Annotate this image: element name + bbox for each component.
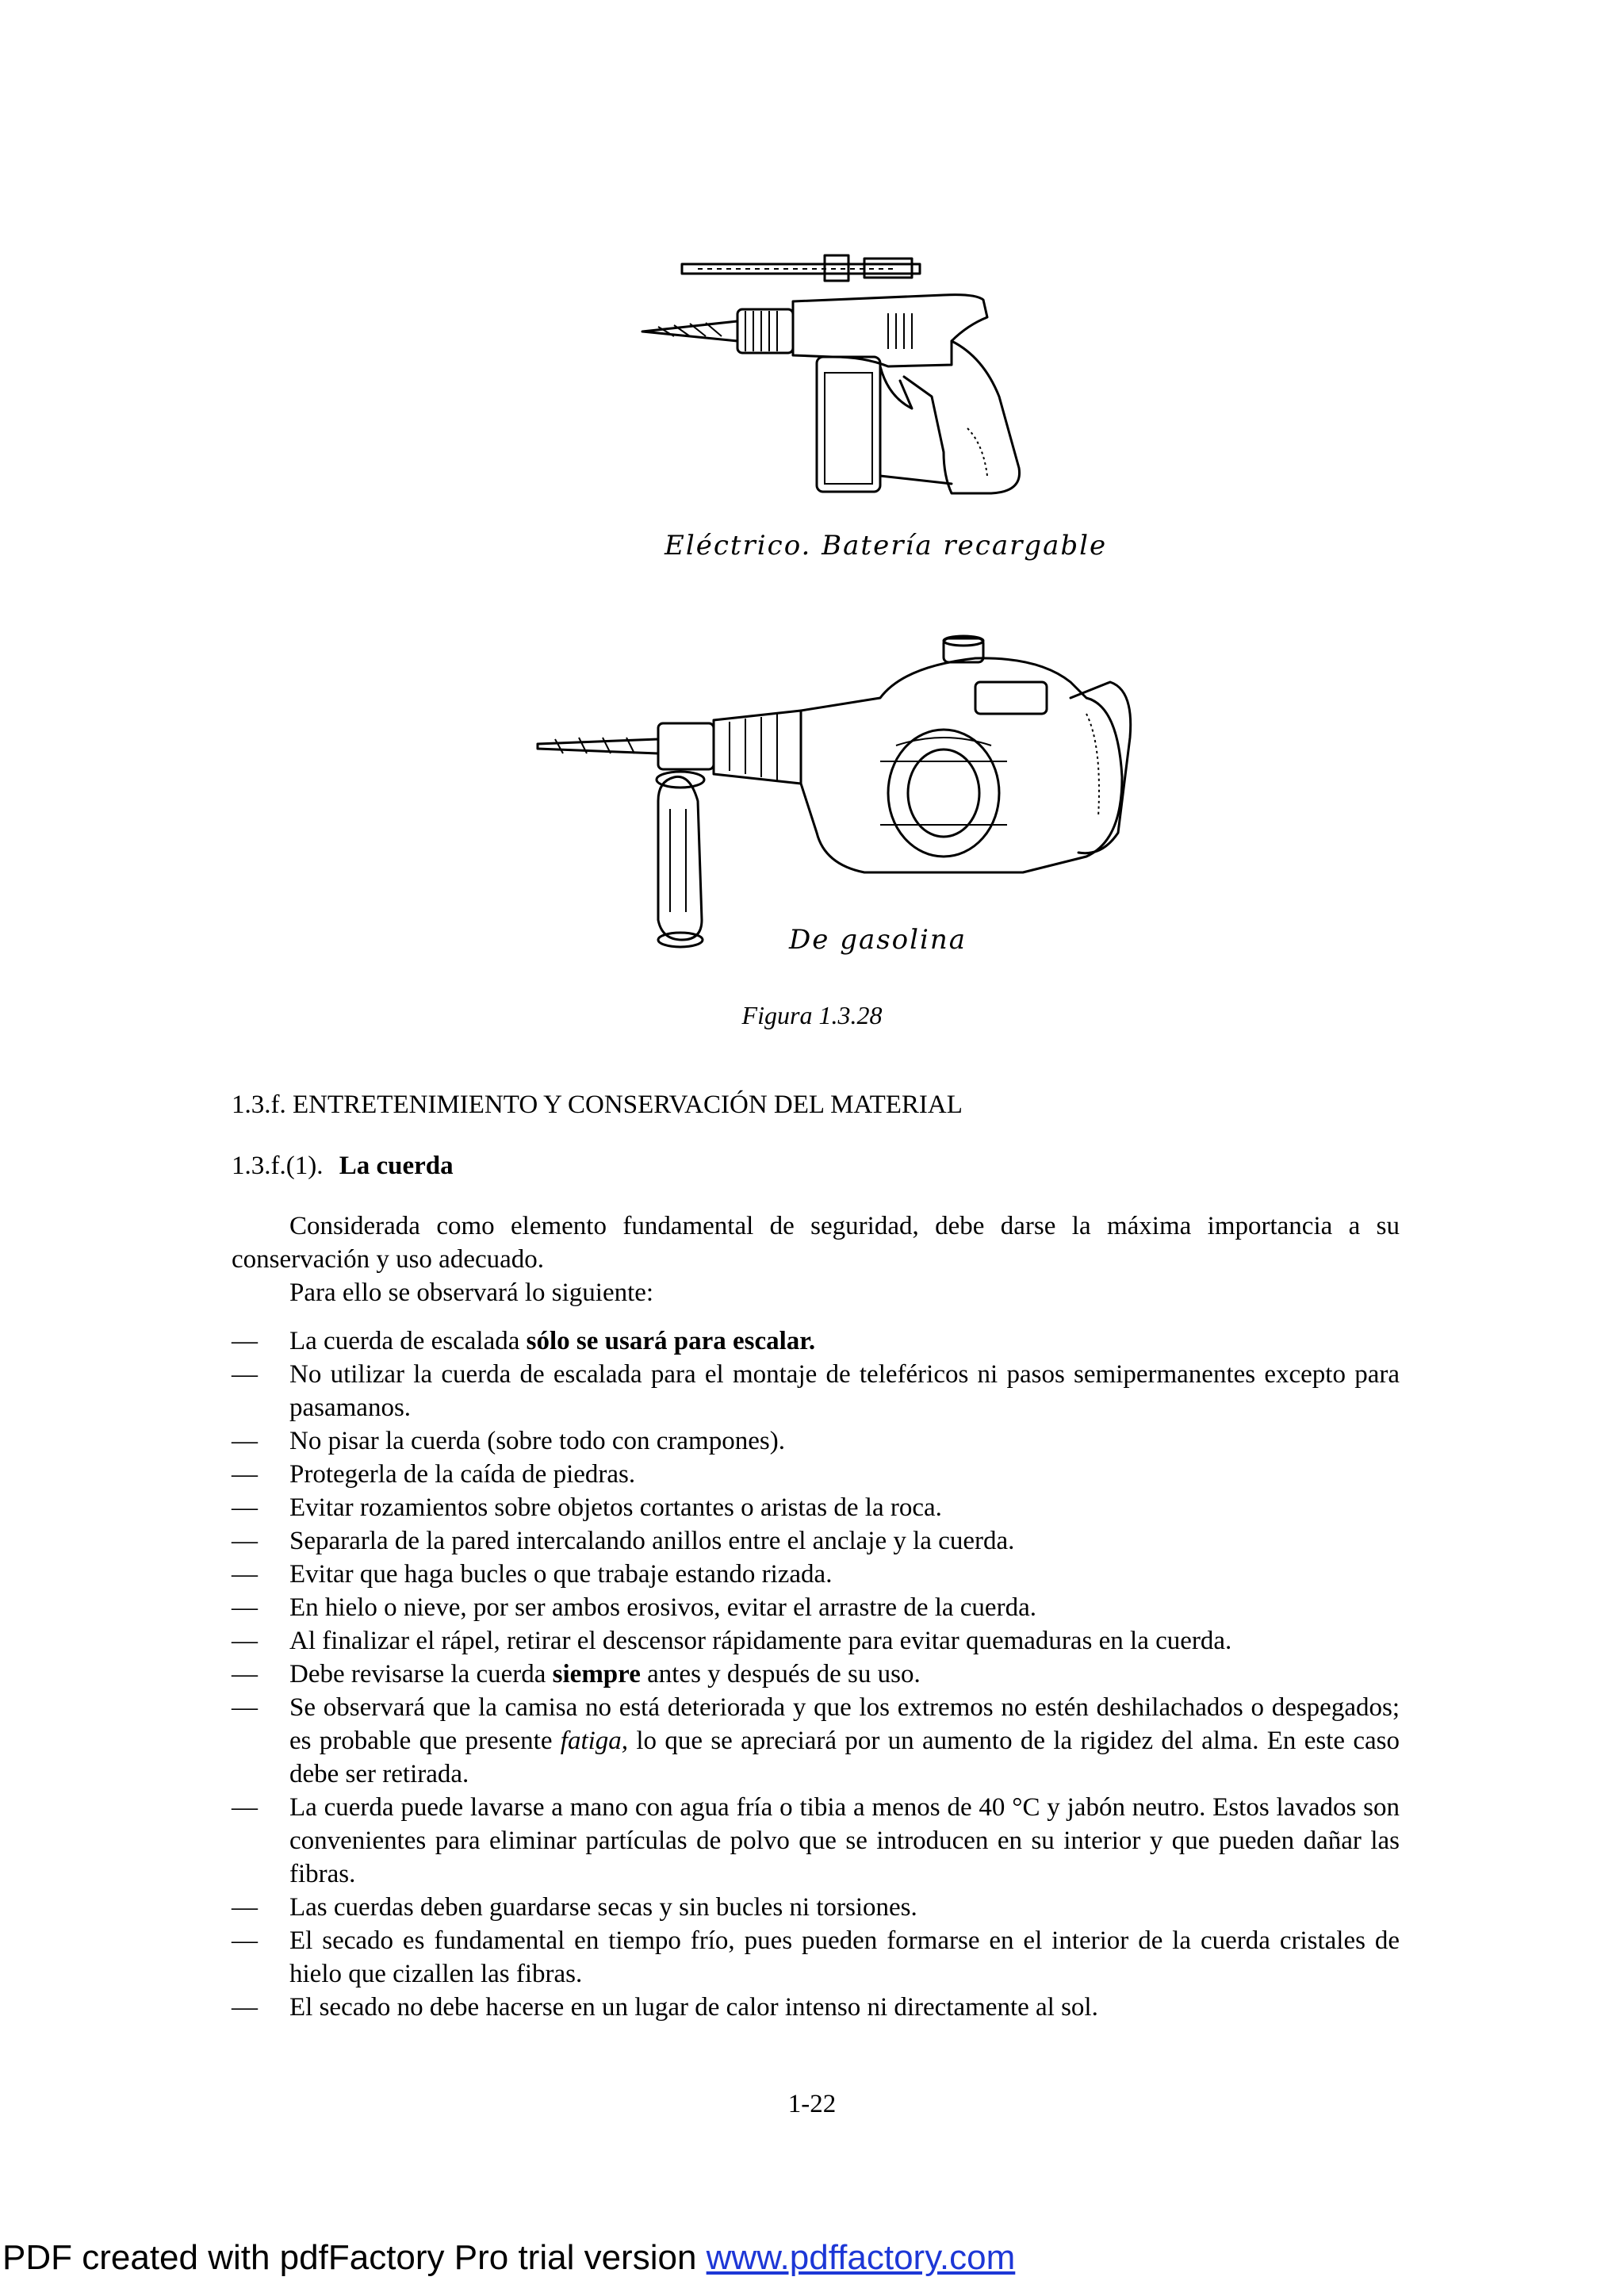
petrol-drill-caption: De gasolina xyxy=(789,924,967,956)
list-item: — Debe revisarse la cuerda siempre antes y después de su uso. xyxy=(232,1660,921,1688)
footer-link[interactable]: www.pdffactory.com xyxy=(706,2238,1016,2277)
list-item: — Las cuerdas deben guardarse secas y sin bucles ni torsiones. xyxy=(232,1893,917,1922)
pdf-footer xyxy=(2,2238,1015,2278)
lead-paragraph: Para ello se observará lo siguiente: xyxy=(289,1278,654,1307)
care-instructions-list xyxy=(232,1324,1400,2024)
list-item: — Protegerla de la caída de piedras. xyxy=(232,1460,636,1489)
list-item: — En hielo o nieve, por ser ambos erosivos, evitar el arrastre de la cuerda. xyxy=(232,1593,1036,1622)
subsection-heading xyxy=(232,1152,454,1181)
list-item: — Separarla de la pared intercalando anillos entre el anclaje y la cuerda. xyxy=(232,1527,1015,1555)
petrol-drill-illustration xyxy=(531,634,1134,968)
list-item: — La cuerda de escalada sólo se usará para escalar. xyxy=(232,1327,816,1355)
footer-text: PDF created with pdfFactory Pro trial version xyxy=(2,2238,707,2277)
subsection-title: La cuerda xyxy=(339,1152,454,1180)
battery-drill-illustration xyxy=(626,238,1039,508)
list-item: — El secado es fundamental en tiempo frío, pues pueden formarse en el interior de la cuerda cristales de hielo que cizallen las fibras. xyxy=(232,1926,1400,1988)
list-item: — La cuerda puede lavarse a mano con agua fría o tibia a menos de 40 °C y jabón neutro. Estos lavados son convenientes para eliminar partículas de polvo que se introducen en su interior y que pueden dañar las fibras. xyxy=(232,1793,1400,1888)
battery-drill-caption: Eléctrico. Batería recargable xyxy=(665,530,1108,562)
list-item: — Evitar rozamientos sobre objetos cortantes o aristas de la roca. xyxy=(232,1493,942,1522)
list-item: — Se observará que la camisa no está deteriorada y que los extremos no estén deshilachados o despegados; es probable que presente fatiga, lo que se apreciará por un aumento de la rigidez del alma. En este caso debe ser retirada. xyxy=(232,1693,1400,1788)
intro-paragraph: Considerada como elemento fundamental de seguridad, debe darse la máxima importancia a su conservación y uso adecuado. xyxy=(232,1212,1400,1274)
list-item: — El secado no debe hacerse en un lugar de calor intenso ni directamente al sol. xyxy=(232,1993,1098,2022)
subsection-number: 1.3.f.(1). xyxy=(232,1152,324,1180)
section-heading: 1.3.f. ENTRETENIMIENTO Y CONSERVACIÓN DEL MATERIAL xyxy=(232,1091,963,1119)
list-item: — Evitar que haga bucles o que trabaje estando rizada. xyxy=(232,1560,833,1589)
list-item: — No pisar la cuerda (sobre todo con crampones). xyxy=(232,1427,785,1455)
figure-label: Figura 1.3.28 xyxy=(741,1001,883,1029)
list-item: — Al finalizar el rápel, retirar el descensor rápidamente para evitar quemaduras en la cuerda. xyxy=(232,1627,1232,1655)
page-number: 1-22 xyxy=(787,2090,837,2118)
list-item: — No utilizar la cuerda de escalada para el montaje de teleféricos ni pasos semipermanentes excepto para pasamanos. xyxy=(232,1360,1400,1422)
